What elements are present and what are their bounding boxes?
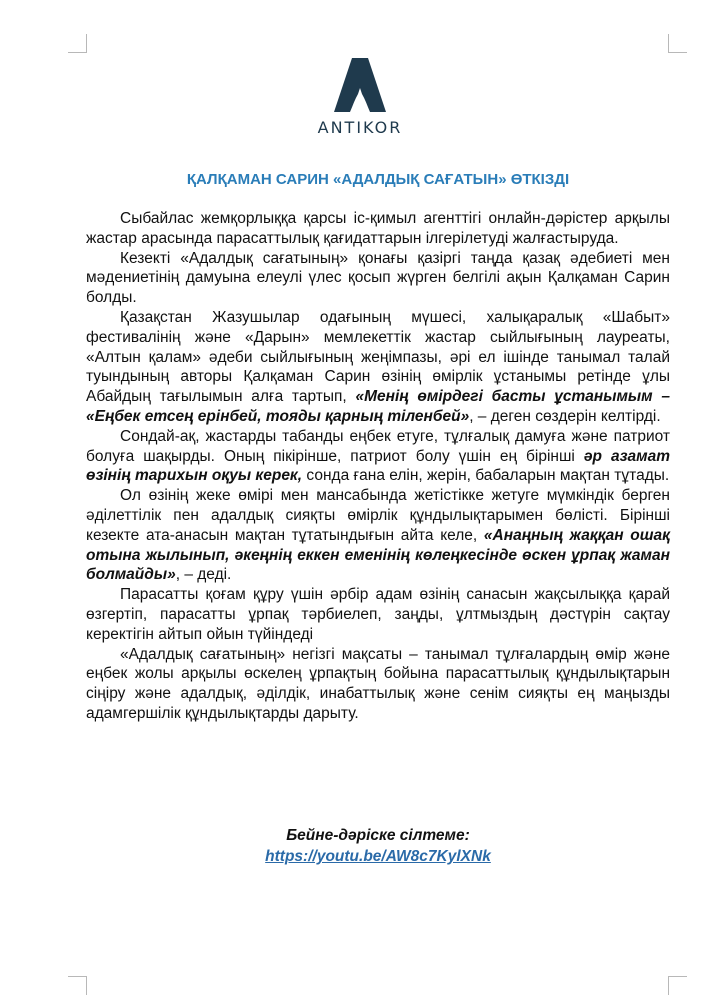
paragraph-5 [86,486,670,585]
logo-wordmark: ANTIKOR [317,118,403,137]
crop-mark-top-left [68,34,87,53]
antikor-logo [0,58,720,137]
paragraph-3-text: Қазақстан Жазушылар одағының мүшесі, халықаралық «Шабыт» фестивалінің және «Дарын» мемлекеттік жастар сыйлығының лауреаты, «Алтын қалам» әдеби сыйлығының жеңімпазы, әрі ел ішінде танымал талай туындының авторы Қалқаман Сарин өзінің өмірлік ұстанымы ретінде ұлы Абайдың тағылымын алға тартып, [86,308,670,406]
quote-abai: «Менің өмірдегі басты ұстанымым – «Еңбек етсең ерінбей, тояды қарның тіленбей» [86,388,670,425]
article-body [86,209,670,724]
video-lecture-section [86,825,670,867]
paragraph-4-ending: сонда ғана елін, жерін, бабаларын мақтан тұтады. [306,467,670,485]
paragraph-5-text: Ол өзінің жеке өмірі мен мансабында жетістікке жетуге мүмкіндік берген әділеттілік пен адалдық сияқты өмірлік құндылықтарымен бөлісті. Бірінші кезекте ата-анасын мақтан тұтатындығын айта келе, [86,487,670,544]
video-link[interactable]: https://youtu.be/AW8c7KylXNk [265,848,491,865]
video-link-label: Бейне-дәріске сілтеме: [286,827,470,844]
crop-mark-top-right [668,34,687,53]
paragraph-3 [86,308,670,427]
paragraph-3-ending: , – деген сөздерін келтірді. [469,407,661,425]
paragraph-1: Сыбайлас жемқорлыққа қарсы іс-қимыл агенттігі онлайн-дәрістер арқылы жастар арасында парасаттылық қағидаттарын ілгерілетуді жалғастыруда. [86,210,670,247]
paragraph-4-text: Сондай-ақ, жастарды табанды еңбек етуге, тұлғалық дамуға және патриот болуға шақырды. Оның пікірінше, патриот болу үшін ең бірінші [86,427,670,465]
paragraph-5-ending: , – деді. [175,566,232,584]
antikor-logo-icon [334,58,386,112]
page-title: ҚАЛҚАМАН САРИН «АДАЛДЫҚ САҒАТЫН» ӨТКІЗДІ [186,171,570,188]
paragraph-2: Кезекті «Адалдық сағатының» қонағы қазіргі таңда қазақ әдебиеті мен мәдениетінің дамуына елеулі үлес қосып жүрген белгілі ақын Қалқаман Сарин болды. [86,249,670,307]
paragraph-7: «Адалдық сағатының» негізгі мақсаты – танымал тұлғалардың өмір және еңбек жолы арқылы өскелең ұрпақтың бойына парасаттылық құндылықтарын сіңіру және адалдық, әділдік, инабаттылық және сенім сияқты ең маңызды адамгершілік құндылықтарды дарыту. [86,645,670,722]
paragraph-4 [86,427,670,486]
history-emphasis: әр азамат өзінің тарихын оқуы керек, [86,447,670,485]
quote-proverb: «Анаңның жаққан ошақ отына жылынып, әкеңнің еккен еменінің көлеңкесінде өскен ұрпақ жаман болмайды» [86,526,670,584]
crop-mark-bottom-left [68,976,87,995]
paragraph-6: Парасатты қоғам құру үшін әрбір адам өзінің санасын жақсылыққа қарай өзгертіп, парасатты ұрпақ тәрбиелеп, заңды, ұлтмыздың дәстүрін сақтау керектігін айтып ойын түйіндеді [86,586,670,643]
crop-mark-bottom-right [668,976,687,995]
